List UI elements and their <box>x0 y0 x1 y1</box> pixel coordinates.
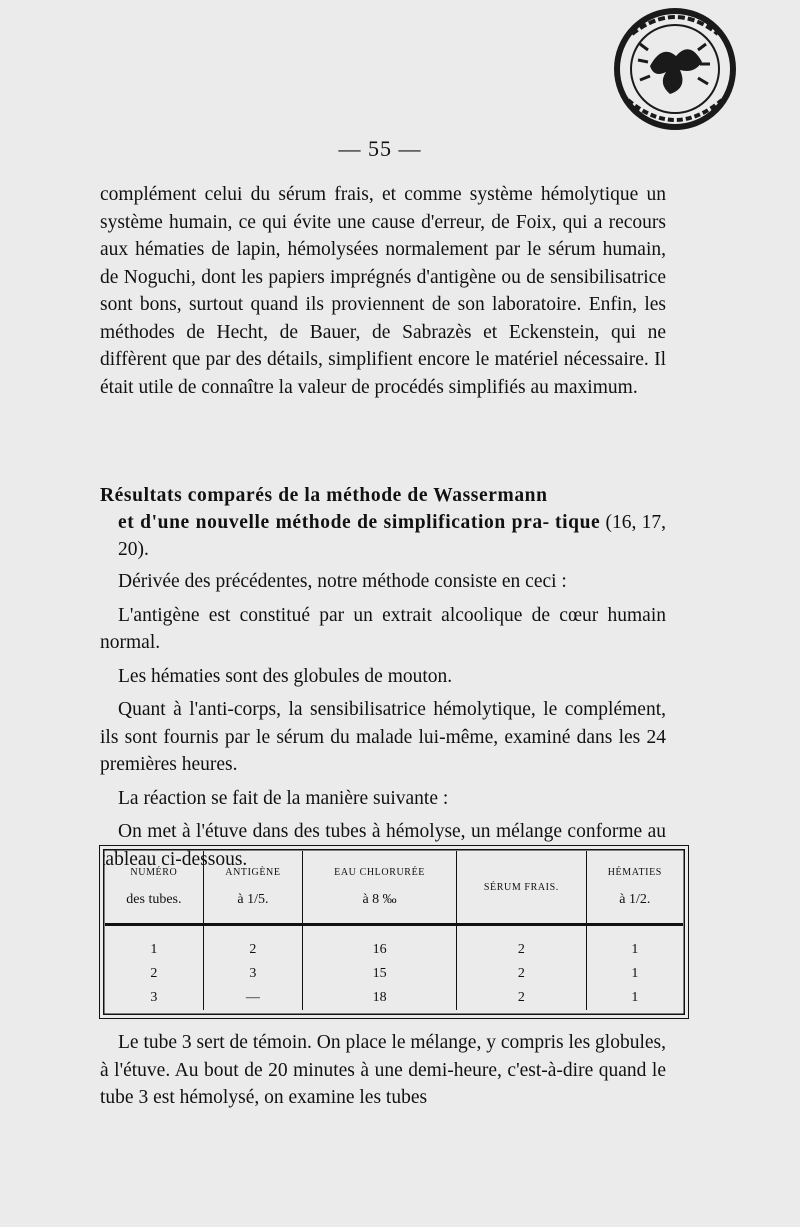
table-cell: 2 <box>457 962 587 986</box>
table-cell: 1 <box>631 990 639 1005</box>
table-cell: 15 <box>303 962 457 986</box>
table-cell: — <box>203 986 302 1010</box>
header-sub: des tubes. <box>126 891 182 907</box>
table-cell: 1 <box>105 925 203 963</box>
paragraph-text: complément celui du sérum frais, et comme système hémolytique un système humain, ce qui évite une cause d'erreur, de Foix, qui a recours aux hématies de lapin, hémolysées normalement par le sérum humain, de Noguchi, dont les papiers imprégnés d'antigène ou de sensibilisatrice sont bons, surtout quand ils proviennent de son laboratoire. Enfin, les méthodes de Hecht, de Bauer, de Sabrazès et Eckenstein, qui ne diffèrent que par des détails, simplifient encore le matériel nécessaire. Il était utile de connaître la valeur de procédés simplifiés au maximum. <box>100 184 666 398</box>
paragraphs-mid <box>100 568 666 879</box>
table-cell: 18 <box>303 986 457 1010</box>
table-header-row <box>105 851 683 925</box>
mixture-table-grid <box>105 851 683 1010</box>
paragraph-text: On met à l'étuve dans des tubes à hémolyse, un mélange conforme au tableau ci-dessous. <box>100 821 666 870</box>
paragraph-top <box>100 181 666 401</box>
page-number: — 55 — <box>338 136 422 161</box>
heading-hang <box>100 509 666 563</box>
table-cell: 3 <box>203 962 302 986</box>
header-sub: à 1/2. <box>619 891 651 907</box>
heading-line-3: tique <box>555 512 601 533</box>
paragraph-text: Le tube 3 sert de témoin. On place le mélange, y compris les globules, à l'étuve. Au bout de 20 minutes à une demi-heure, c'est-à-dire quand le tube 3 est hémolysé, on examine les tubes <box>100 1032 667 1108</box>
paragraph-text: Dérivée des précédentes, notre méthode consiste en ceci : <box>118 571 567 592</box>
header-top: NUMÉRO <box>130 866 178 878</box>
paragraph-text: Quant à l'anti-corps, la sensibilisatrice hémolytique, le complément, ils sont fournis par le sérum du malade lui-même, examiné dans les 24 premières heures. <box>100 699 666 775</box>
column-header-numero <box>105 851 203 925</box>
table-row <box>105 925 683 963</box>
table-cell: 2 <box>457 925 587 963</box>
header-top: HÉMATIES <box>607 866 662 878</box>
header-top: SÉRUM FRAIS. <box>483 881 559 893</box>
table-cell: 2 <box>203 925 302 963</box>
column-header-hematies <box>586 851 683 925</box>
header-sub: à 1/5. <box>237 891 269 907</box>
section-heading <box>100 482 666 563</box>
paragraph-bottom <box>100 1029 666 1112</box>
mixture-table <box>99 845 689 1019</box>
paragraph-text: L'antigène est constitué par un extrait alcoolique de cœur humain normal. <box>100 604 666 653</box>
header-top: EAU CHLORURÉE <box>334 866 425 878</box>
table-cell: 3 <box>105 986 203 1010</box>
column-header-serum-frais <box>457 851 587 925</box>
table-row <box>105 986 683 1010</box>
table-row <box>105 962 683 986</box>
table-cell: 16 <box>303 925 457 963</box>
paragraph-text: Les hématies sont des globules de mouton. <box>118 665 453 687</box>
heading-line-1: Résultats comparés de la méthode de Wassermann <box>100 485 548 506</box>
table-cell: 2 <box>105 962 203 986</box>
header-top: ANTIGÈNE <box>225 866 281 878</box>
column-header-eau-chloruree <box>303 851 457 925</box>
column-header-antigene <box>203 851 302 925</box>
table-cell: 2 <box>457 986 587 1010</box>
heading-line-2: et d'une nouvelle méthode de simplification pra- <box>118 512 550 533</box>
table-cell: 1 <box>631 942 639 957</box>
header-sub: à 8 ‰ <box>362 891 397 907</box>
table-cell: 1 <box>631 966 639 981</box>
library-stamp-icon <box>610 4 740 134</box>
paragraph-text: La réaction se fait de la manière suivante : <box>118 787 449 809</box>
heading-refs: (16, 17, 20). <box>118 512 666 560</box>
